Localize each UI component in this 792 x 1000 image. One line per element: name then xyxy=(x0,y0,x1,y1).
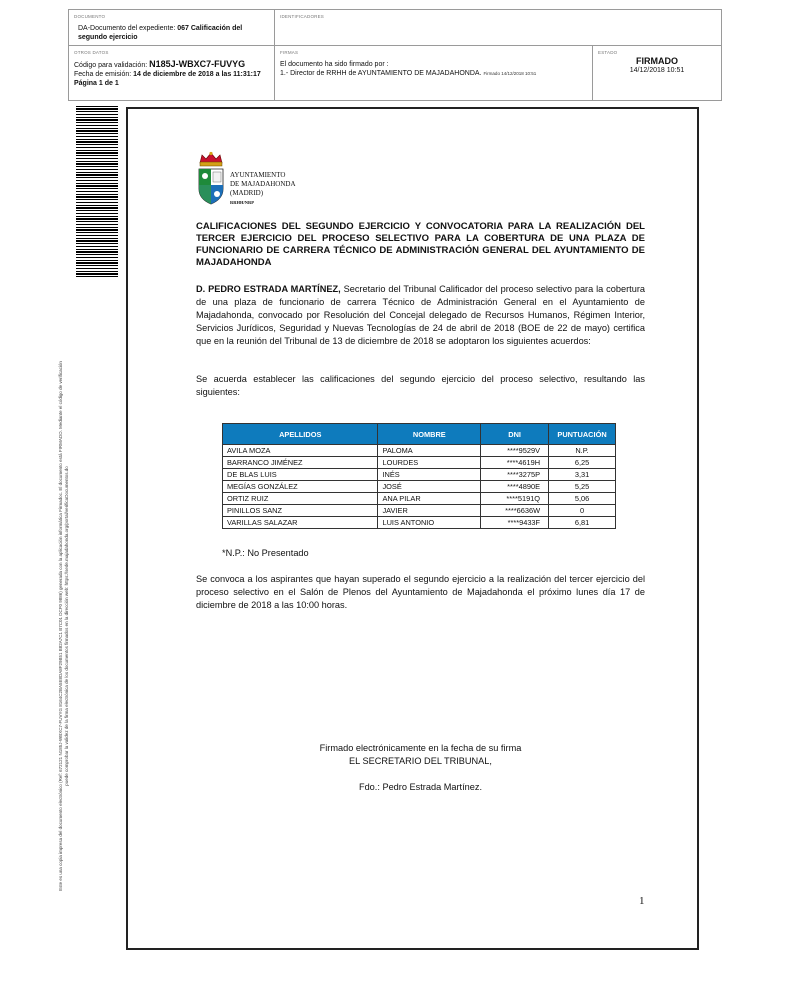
table-row xyxy=(223,481,616,493)
table-row xyxy=(223,493,616,505)
estado-date: 14/12/2018 10:51 xyxy=(629,67,685,74)
cell-dni: ****9433F xyxy=(481,517,549,529)
header-nombre: NOMBRE xyxy=(378,424,481,445)
signature-line1: Firmado electrónicamente en la fecha de su firma xyxy=(319,743,522,753)
sidebar-line1: Este es una copia impresa del documento electrónico (Ref: 672121 N185J-WBXC7-FUVYG 8164C2BA5E8DA8F29B51 B82A7C1 B7C01 DCF0 9886) generada con la aplicación informática Firmadoc. El documento está FIRMADO. Mediante el código de verificación xyxy=(58,361,63,891)
cell-puntuacion: 3,31 xyxy=(549,469,616,481)
cell-apellidos: PINILLOS SANZ xyxy=(223,505,378,517)
fecha-label: Fecha de emisión: xyxy=(74,71,132,78)
cell-puntuacion: 6,81 xyxy=(549,517,616,529)
table-row xyxy=(223,457,616,469)
signature-line2: EL SECRETARIO DEL TRIBUNAL, xyxy=(349,756,492,766)
codigo-label: Código para validación: xyxy=(74,62,148,69)
letterhead-line3: (MADRID) xyxy=(230,189,264,197)
barcode-image xyxy=(76,106,118,278)
letterhead xyxy=(230,171,296,207)
letterhead-line4: RRHH/NRP xyxy=(230,200,254,205)
document-header xyxy=(68,9,722,101)
cell-apellidos: ORTIZ RUIZ xyxy=(223,493,378,505)
identificadores-label: IDENTIFICADORES xyxy=(280,14,325,19)
codigo-value: N185J-WBXC7-FUVYG xyxy=(149,59,246,69)
cell-nombre: LOURDES xyxy=(378,457,481,469)
cell-dni: ****9529V xyxy=(481,445,549,457)
verification-sidebar-text xyxy=(58,286,70,966)
cell-dni: ****6636W xyxy=(481,505,549,517)
estado-cell xyxy=(593,46,721,100)
cell-apellidos: AVILA MOZA xyxy=(223,445,378,457)
cell-puntuacion: 5,25 xyxy=(549,481,616,493)
cell-apellidos: MEGÍAS GONZÁLEZ xyxy=(223,481,378,493)
table-row xyxy=(223,517,616,529)
paragraph-convocation: Se convoca a los aspirantes que hayan superado el segundo ejercicio a la realización del tercer ejercicio del proceso selectivo en el Salón de Plenos del Ayuntamiento de Majadahonda el próximo lunes día 17 de diciembre de 2018 a las 10:00 horas. xyxy=(196,574,645,610)
estado-label: ESTADO xyxy=(598,50,618,55)
cell-dni: ****3275P xyxy=(481,469,549,481)
cell-puntuacion: 6,25 xyxy=(549,457,616,469)
identificadores-cell xyxy=(275,10,721,46)
cell-dni: ****4619H xyxy=(481,457,549,469)
paragraph-certification xyxy=(196,283,645,348)
firmas-line1: El documento ha sido firmado por : xyxy=(280,61,389,68)
signature-name: Fdo.: Pedro Estrada Martínez. xyxy=(358,782,483,792)
documento-bold: 067 Calificación del segundo ejercicio xyxy=(78,25,243,41)
cell-puntuacion: N.P. xyxy=(549,445,616,457)
pagina-text: Página 1 de 1 xyxy=(74,80,119,87)
fecha-value: 14 de diciembre de 2018 a las 11:31:17 xyxy=(133,71,261,78)
firmas-label: FIRMAS xyxy=(280,50,299,55)
grades-table xyxy=(222,423,616,529)
cell-nombre: ANA PILAR xyxy=(378,493,481,505)
header-puntuacion: PUNTUACIÓN xyxy=(549,424,616,445)
np-note: *N.P.: No Presentado xyxy=(222,548,309,558)
cell-apellidos: BARRANCO JIMÉNEZ xyxy=(223,457,378,469)
cell-apellidos: DE BLAS LUIS xyxy=(223,469,378,481)
document-title: CALIFICACIONES DEL SEGUNDO EJERCICIO Y CONVOCATORIA PARA LA REALIZACIÓN DEL TERCER EJERCICIO DEL PROCESO SELECTIVO PARA LA COBERTURA DE UNA PLAZA DE FUNCIONARIO DE CARRERA TÉCNICO DE ADMINISTRACIÓN GENERAL DEL AYUNTAMIENTO DE MAJADAHONDA xyxy=(196,221,645,268)
documento-text: DA-Documento del expediente: xyxy=(78,25,176,32)
table-row xyxy=(223,445,616,457)
firmas-cell xyxy=(275,46,593,100)
cell-nombre: JOSÉ xyxy=(378,481,481,493)
estado-value: FIRMADO xyxy=(636,56,678,66)
sidebar-line2: puede comprobar la validez de la firma electrónica de los documentos firmados en la dirección web: https://sede.majadahonda.org/portal/verificaDocumentos.do xyxy=(64,466,69,786)
cell-nombre: PALOMA xyxy=(378,445,481,457)
cell-nombre: INÉS xyxy=(378,469,481,481)
page-number: 1 xyxy=(639,895,645,907)
otros-datos-cell xyxy=(69,46,275,100)
header-apellidos: APELLIDOS xyxy=(223,424,378,445)
secretary-name: D. PEDRO ESTRADA MARTÍNEZ, xyxy=(196,284,341,294)
cell-puntuacion: 5,06 xyxy=(549,493,616,505)
table-row xyxy=(223,505,616,517)
cell-nombre: LUIS ANTONIO xyxy=(378,517,481,529)
cell-puntuacion: 0 xyxy=(549,505,616,517)
table-row xyxy=(223,469,616,481)
documento-cell xyxy=(69,10,275,46)
table-header-row xyxy=(223,424,616,445)
coat-of-arms-icon xyxy=(196,151,226,207)
cell-apellidos: VARILLAS SALAZAR xyxy=(223,517,378,529)
documento-label: DOCUMENTO xyxy=(74,14,106,19)
cell-nombre: JAVIER xyxy=(378,505,481,517)
firmas-line2: 1.- Director de RRHH de AYUNTAMIENTO DE MAJADAHONDA. xyxy=(280,70,482,77)
paragraph-certification-text: Secretario del Tribunal Calificador del proceso selectivo para la cobertura de una plaza de funcionario de carrera Técnico de Administración General en el Ayuntamiento de Majadahonda, convocado por Resolución del Concejal delegado de Recursos Humanos, Régimen Interior, Servicios Jurídicos, Seguridad y Nuevas Tecnologías de 24 de abril de 2018 (BOE de 22 de mayo) certifica que en la reunión del Tribunal de 13 de diciembre de 2018 se adoptaron los siguientes acuerdos: xyxy=(196,284,645,346)
header-dni: DNI xyxy=(481,424,549,445)
letterhead-line2: DE MAJADAHONDA xyxy=(230,180,296,188)
signature-block xyxy=(196,742,645,768)
paragraph-agreement: Se acuerda establecer las calificaciones del segundo ejercicio del proceso selectivo, resultando las siguientes: xyxy=(196,374,645,397)
letterhead-line1: AYUNTAMIENTO xyxy=(230,171,286,179)
otros-label: OTROS DATOS xyxy=(74,50,109,55)
firmas-stamp: Firmado 14/12/2018 10:51 xyxy=(483,71,537,76)
cell-dni: ****4890E xyxy=(481,481,549,493)
cell-dni: ****5191Q xyxy=(481,493,549,505)
